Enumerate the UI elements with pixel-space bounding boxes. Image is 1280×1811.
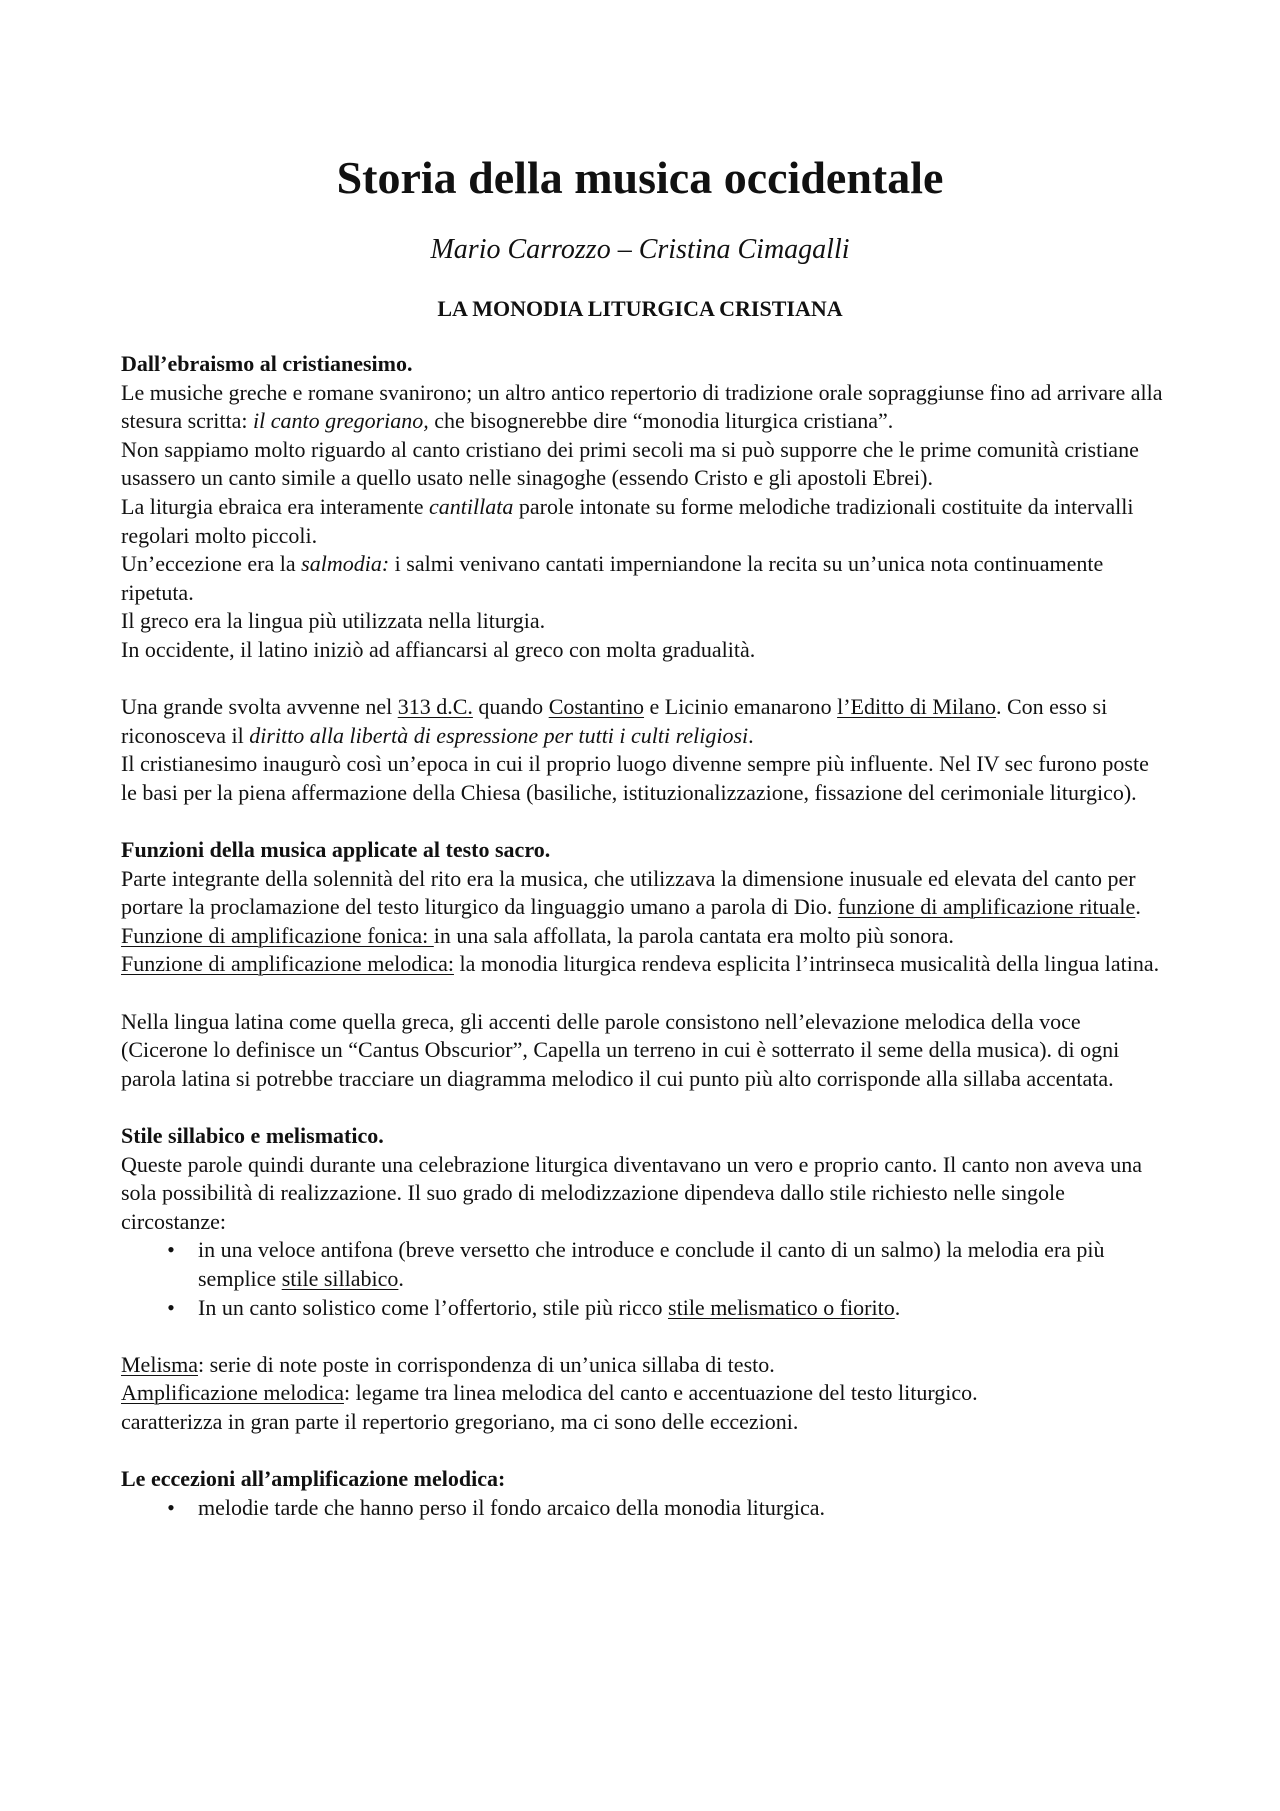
list-item (121, 1236, 1166, 1293)
heading-eccezioni: Le eccezioni all’amplificazione melodica: (121, 1466, 506, 1492)
paragraph: In occidente, il latino iniziò ad affiancarsi al greco con molta gradualità. (121, 636, 756, 662)
text: in una veloce antifona (breve versetto che introduce e conclude il canto di un salmo) la melodia era più semplice (198, 1237, 1105, 1291)
list-item (121, 1294, 1166, 1323)
underlined-text: funzione di amplificazione rituale (837, 894, 1136, 920)
text: Le musiche greche e romane svanirono; un altro antico repertorio di tradizione orale sopraggiunse fino ad arrivare alla stesura scritta: (121, 379, 1163, 434)
spacer (121, 979, 1166, 1008)
text: : serie di note poste in corrispondenza di un’unica sillaba di testo. (198, 1351, 775, 1377)
underlined-text: stile melismatico o fiorito (668, 1294, 895, 1320)
italic-text: il canto gregoriano, (252, 408, 429, 434)
paragraph (121, 379, 1166, 436)
paragraph (121, 1379, 1166, 1408)
italic-text: diritto alla libertà di espressione per tutti i culti religiosi (249, 722, 749, 748)
spacer (121, 1437, 1166, 1466)
text: i salmi venivano cantati imperniandone la recita su un’unica nota continuamente ripetuta. (121, 551, 1104, 605)
text: la monodia liturgica rendeva esplicita l’intrinseca musicalità della lingua latina. (453, 951, 1160, 977)
list-item (121, 1494, 1166, 1523)
paragraph: Nella lingua latina come quella greca, gli accenti delle parole consistono nell’elevazione melodica della voce (Cicerone lo definisce un “Cantus Obscurior”, Capella un terreno in cui è sotterrato il seme della musica). di ogni parola latina si potrebbe tracciare un diagramma melodico il cui punto più alto corrisponde alla sillaba accentata. (121, 1008, 1120, 1091)
document-title: Storia della musica occidentale (336, 152, 944, 203)
text: . (894, 1294, 901, 1320)
bullet-icon: • (167, 1494, 175, 1520)
authors: Mario Carrozzo – Cristina Cimagalli (430, 234, 850, 265)
text: . Con esso si riconosceva il (121, 694, 1108, 748)
paragraph (121, 922, 1166, 951)
text: . (748, 722, 754, 748)
spacer (121, 665, 1166, 694)
text: In un canto solistico come l’offertorio, stile più ricco (198, 1294, 669, 1320)
heading-stile: Stile sillabico e melismatico. (121, 1123, 384, 1149)
text: melodie tarde che hanno perso il fondo arcaico della monodia liturgica. (198, 1494, 825, 1520)
paragraph (121, 950, 1166, 979)
underlined-text: Funzione di amplificazione melodica: (121, 951, 454, 977)
text: parole intonate su forme melodiche tradizionali costituite da intervalli regolari molto piccoli. (121, 493, 1134, 548)
heading-ebraismo: Dall’ebraismo al cristianesimo. (121, 351, 413, 376)
text: Un’eccezione era la (121, 551, 302, 577)
paragraph (121, 550, 1166, 607)
spacer (121, 808, 1166, 837)
paragraph: Non sappiamo molto riguardo al canto cristiano dei primi secoli ma si può supporre che le prime comunità cristiane usassero un canto simile a quello usato nelle sinagoghe (essendo Cristo e gli apostoli Ebrei). (121, 436, 1139, 491)
paragraph (121, 493, 1166, 550)
text: . (398, 1266, 404, 1291)
paragraph (121, 693, 1166, 750)
paragraph (121, 865, 1166, 922)
text: : legame tra linea melodica del canto e accentuazione del testo liturgico. (343, 1380, 978, 1406)
paragraph: Il cristianesimo inaugurò così un’epoca in cui il proprio luogo divenne sempre più influente. Nel IV sec furono poste le basi per la piena affermazione della Chiesa (basiliche, istituzionalizzazione, fissazione del cerimoniale liturgico). (121, 751, 1149, 805)
underlined-text: stile sillabico (281, 1266, 399, 1291)
italic-text: cantillata (429, 493, 514, 519)
underlined-text: Costantino (548, 694, 645, 720)
text: La liturgia ebraica era interamente (121, 493, 430, 519)
text: e Licinio emanarono (644, 694, 838, 720)
bullet-list (121, 1494, 1166, 1523)
italic-text: salmodia: (301, 551, 390, 577)
underlined-text: Funzione di amplificazione fonica: (121, 922, 434, 948)
text: quando (472, 694, 549, 720)
bullet-icon: • (167, 1237, 175, 1263)
bullet-list (121, 1236, 1166, 1322)
underlined-text: Melisma (121, 1351, 198, 1377)
text: in una sala affollata, la parola cantata era molto più sonora. (433, 922, 954, 948)
text: che bisognerebbe dire “monodia liturgica cristiana”. (428, 408, 894, 434)
document-body (121, 350, 1166, 1522)
text: Una grande svolta avvenne nel (121, 694, 398, 720)
underlined-text: 313 d.C. (397, 694, 473, 720)
bullet-icon: • (167, 1294, 175, 1320)
spacer (121, 1322, 1166, 1351)
paragraph: Queste parole quindi durante una celebrazione liturgica diventavano un vero e proprio canto. Il canto non aveva una sola possibilità di realizzazione. Il suo grado di melodizzazione dipendeva dallo stile richiesto nelle singole circostanze: (121, 1151, 1142, 1234)
underlined-text: l’Editto di Milano (837, 694, 996, 720)
paragraph: caratterizza in gran parte il repertorio gregoriano, ma ci sono delle eccezioni. (121, 1408, 799, 1434)
section-title: LA MONODIA LITURGICA CRISTIANA (437, 296, 843, 321)
paragraph: Il greco era la lingua più utilizzata nella liturgia. (121, 608, 546, 634)
text: Parte integrante della solennità del rito era la musica, che utilizzava la dimensione inusuale ed elevata del canto per portare la proclamazione del testo liturgico da linguaggio umano a parola di Dio. (121, 865, 1136, 920)
text: . (1135, 894, 1141, 920)
spacer (121, 1093, 1166, 1122)
heading-funzioni: Funzioni della musica applicate al testo sacro. (121, 837, 551, 863)
paragraph (121, 1351, 1166, 1380)
underlined-text: Amplificazione melodica (121, 1380, 344, 1406)
